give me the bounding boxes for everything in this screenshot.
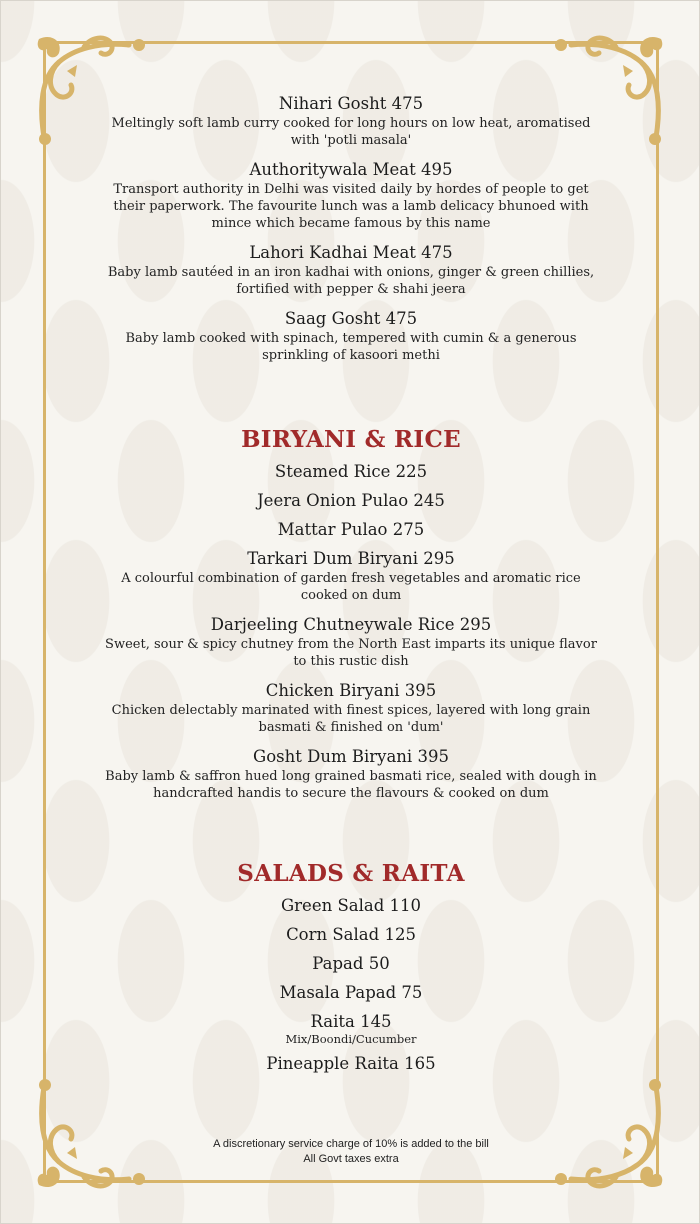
item-title: Saag Gosht 475 (284, 309, 418, 328)
tax-note: All Govt taxes extra (303, 1153, 399, 1165)
menu-item (101, 680, 601, 736)
item-title: Jeera Onion Pulao 245 (257, 491, 445, 510)
item-description: Meltingly soft lamb curry cooked for long hours on low heat, aromatised with 'potli masala' (111, 116, 591, 148)
menu-item (101, 953, 601, 975)
menu-item (101, 982, 601, 1004)
item-title: Papad 50 (312, 954, 390, 973)
section-heading-biryani: BIRYANI & RICE (241, 426, 461, 453)
menu-item (101, 242, 601, 298)
menu-item (101, 924, 601, 946)
item-description: Chicken delectably marinated with finest spices, layered with long grain basmati & finished on 'dum' (111, 703, 591, 735)
menu-item (101, 614, 601, 670)
menu-item (101, 490, 601, 512)
item-description: Sweet, sour & spicy chutney from the North East imparts its unique flavor to this rustic dish (105, 637, 597, 669)
item-title: Steamed Rice 225 (274, 462, 428, 481)
item-title: Green Salad 110 (280, 896, 422, 915)
item-title: Gosht Dum Biryani 395 (253, 747, 449, 766)
item-title: Tarkari Dum Biryani 295 (247, 549, 455, 568)
menu-item (101, 93, 601, 149)
menu-item (101, 895, 601, 917)
item-description: Baby lamb sautéed in an iron kadhai with onions, ginger & green chillies, fortified with pepper & shahi jeera (107, 265, 595, 297)
item-title: Authoritywala Meat 495 (249, 160, 453, 179)
item-description: Baby lamb & saffron hued long grained basmati rice, sealed with dough in handcrafted handis to secure the flavours & cooked on dum (105, 769, 597, 801)
menu-item (101, 1053, 601, 1075)
menu-item (101, 548, 601, 604)
item-title: Raita 145 (310, 1012, 392, 1031)
menu-item (101, 746, 601, 802)
item-title: Darjeeling Chutneywale Rice 295 (210, 615, 492, 634)
item-subtitle: Mix/Boondi/Cucumber (285, 1032, 417, 1046)
item-description: Baby lamb cooked with spinach, tempered with cumin & a generous sprinkling of kasoori methi (125, 331, 577, 363)
item-title: Masala Papad 75 (279, 983, 423, 1002)
item-description: A colourful combination of garden fresh vegetables and aromatic rice cooked on dum (121, 571, 581, 603)
item-title: Mattar Pulao 275 (277, 520, 425, 539)
item-title: Pineapple Raita 165 (266, 1054, 436, 1073)
item-title: Lahori Kadhai Meat 475 (249, 243, 453, 262)
item-title: Corn Salad 125 (286, 925, 416, 944)
menu-item (101, 519, 601, 541)
menu-item (101, 308, 601, 364)
service-charge-note: A discretionary service charge of 10% is added to the bill (213, 1138, 489, 1150)
menu-content (101, 93, 601, 1082)
section-heading-salads: SALADS & RAITA (237, 860, 465, 887)
menu-item (101, 461, 601, 483)
item-title: Chicken Biryani 395 (265, 681, 437, 700)
menu-item (101, 159, 601, 232)
menu-item (101, 1011, 601, 1046)
footer-note (1, 1137, 700, 1167)
item-title: Nihari Gosht 475 (278, 94, 424, 113)
item-description: Transport authority in Delhi was visited daily by hordes of people to get their paperwork. The favourite lunch was a lamb delicacy bhunoed with mince which became famous by this name (113, 182, 589, 231)
